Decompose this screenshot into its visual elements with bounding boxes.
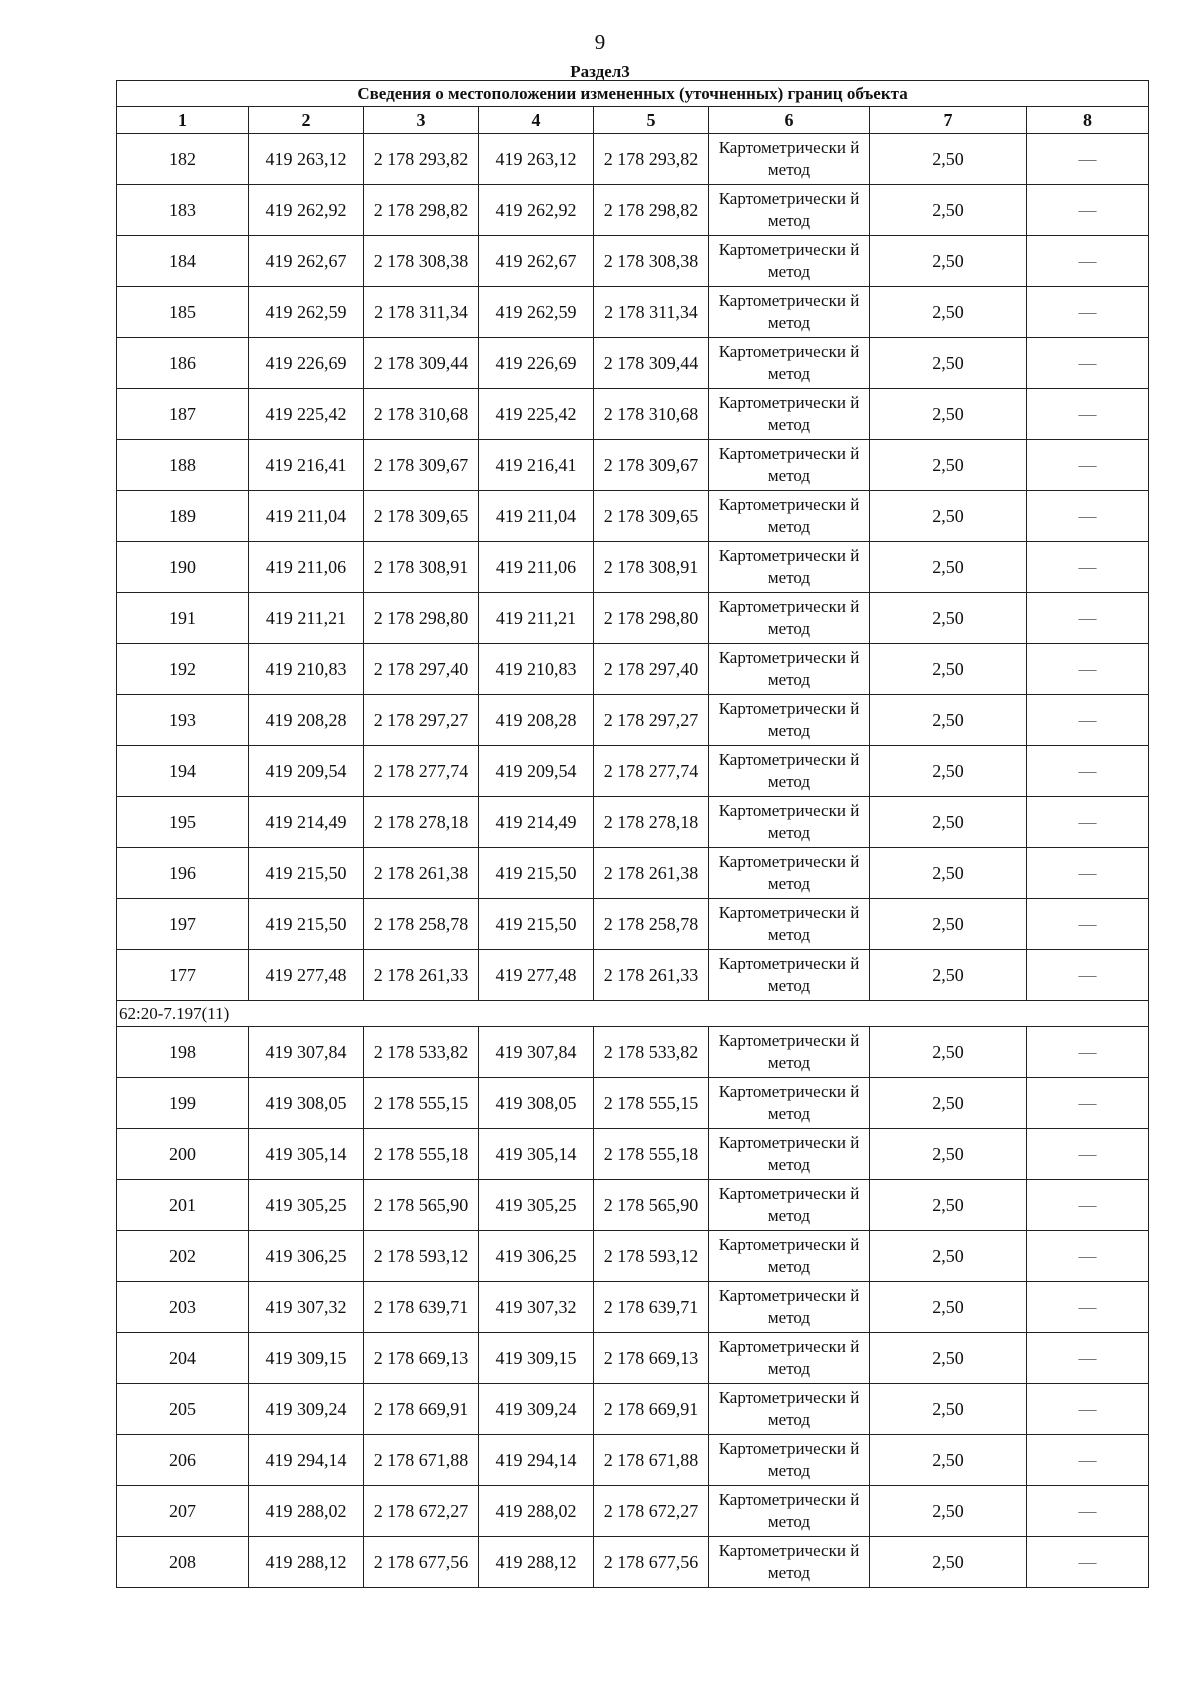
point-number-cell: 206 — [117, 1435, 249, 1486]
y-new-cell: 2 178 261,33 — [594, 950, 709, 1001]
point-number-cell: 186 — [117, 338, 249, 389]
table-row — [117, 1231, 1149, 1282]
description-cell: — — [1027, 1180, 1149, 1231]
point-number-cell: 196 — [117, 848, 249, 899]
x-existing-cell: 419 215,50 — [249, 848, 364, 899]
description-cell: — — [1027, 491, 1149, 542]
point-number-cell: 182 — [117, 134, 249, 185]
x-new-cell: 419 214,49 — [479, 797, 594, 848]
description-cell: — — [1027, 695, 1149, 746]
y-new-cell: 2 178 261,38 — [594, 848, 709, 899]
y-new-cell: 2 178 278,18 — [594, 797, 709, 848]
table-row — [117, 1180, 1149, 1231]
accuracy-cell: 2,50 — [870, 1027, 1027, 1078]
accuracy-cell: 2,50 — [870, 797, 1027, 848]
point-number-cell: 199 — [117, 1078, 249, 1129]
y-new-cell: 2 178 293,82 — [594, 134, 709, 185]
accuracy-cell: 2,50 — [870, 1129, 1027, 1180]
description-cell: — — [1027, 185, 1149, 236]
table-row — [117, 1486, 1149, 1537]
description-cell: — — [1027, 542, 1149, 593]
y-existing-cell: 2 178 277,74 — [364, 746, 479, 797]
x-existing-cell: 419 210,83 — [249, 644, 364, 695]
description-cell: — — [1027, 338, 1149, 389]
x-new-cell: 419 262,67 — [479, 236, 594, 287]
x-new-cell: 419 305,25 — [479, 1180, 594, 1231]
x-new-cell: 419 216,41 — [479, 440, 594, 491]
description-cell: — — [1027, 287, 1149, 338]
column-header: 5 — [594, 107, 709, 134]
group-label: 62:20-7.197(11) — [117, 1001, 1149, 1027]
accuracy-cell: 2,50 — [870, 950, 1027, 1001]
table-row — [117, 185, 1149, 236]
x-new-cell: 419 277,48 — [479, 950, 594, 1001]
x-new-cell: 419 211,04 — [479, 491, 594, 542]
y-new-cell: 2 178 309,67 — [594, 440, 709, 491]
x-existing-cell: 419 309,24 — [249, 1384, 364, 1435]
description-cell: — — [1027, 134, 1149, 185]
x-new-cell: 419 211,21 — [479, 593, 594, 644]
x-existing-cell: 419 305,25 — [249, 1180, 364, 1231]
point-number-cell: 184 — [117, 236, 249, 287]
x-existing-cell: 419 277,48 — [249, 950, 364, 1001]
y-existing-cell: 2 178 311,34 — [364, 287, 479, 338]
y-existing-cell: 2 178 672,27 — [364, 1486, 479, 1537]
accuracy-cell: 2,50 — [870, 287, 1027, 338]
accuracy-cell: 2,50 — [870, 1486, 1027, 1537]
accuracy-cell: 2,50 — [870, 542, 1027, 593]
y-existing-cell: 2 178 555,18 — [364, 1129, 479, 1180]
accuracy-cell: 2,50 — [870, 695, 1027, 746]
accuracy-cell: 2,50 — [870, 134, 1027, 185]
x-new-cell: 419 288,12 — [479, 1537, 594, 1588]
point-number-cell: 192 — [117, 644, 249, 695]
point-number-cell: 183 — [117, 185, 249, 236]
method-cell: Картометрически й метод — [709, 440, 870, 491]
y-new-cell: 2 178 309,65 — [594, 491, 709, 542]
table-row — [117, 134, 1149, 185]
method-cell: Картометрически й метод — [709, 1282, 870, 1333]
y-existing-cell: 2 178 533,82 — [364, 1027, 479, 1078]
x-new-cell: 419 263,12 — [479, 134, 594, 185]
table-row — [117, 1537, 1149, 1588]
boundary-coordinates-table — [116, 80, 1149, 1588]
description-cell: — — [1027, 644, 1149, 695]
x-existing-cell: 419 225,42 — [249, 389, 364, 440]
y-new-cell: 2 178 298,80 — [594, 593, 709, 644]
x-existing-cell: 419 209,54 — [249, 746, 364, 797]
x-new-cell: 419 307,32 — [479, 1282, 594, 1333]
y-new-cell: 2 178 298,82 — [594, 185, 709, 236]
x-existing-cell: 419 305,14 — [249, 1129, 364, 1180]
table-row — [117, 1129, 1149, 1180]
x-new-cell: 419 307,84 — [479, 1027, 594, 1078]
method-cell: Картометрически й метод — [709, 236, 870, 287]
x-existing-cell: 419 288,12 — [249, 1537, 364, 1588]
y-existing-cell: 2 178 555,15 — [364, 1078, 479, 1129]
y-new-cell: 2 178 277,74 — [594, 746, 709, 797]
point-number-cell: 177 — [117, 950, 249, 1001]
table-row — [117, 287, 1149, 338]
point-number-cell: 203 — [117, 1282, 249, 1333]
description-cell: — — [1027, 1129, 1149, 1180]
x-new-cell: 419 225,42 — [479, 389, 594, 440]
y-existing-cell: 2 178 297,40 — [364, 644, 479, 695]
column-number-row — [117, 107, 1149, 134]
method-cell: Картометрически й метод — [709, 542, 870, 593]
x-existing-cell: 419 262,67 — [249, 236, 364, 287]
y-existing-cell: 2 178 669,13 — [364, 1333, 479, 1384]
description-cell: — — [1027, 1333, 1149, 1384]
table-row — [117, 695, 1149, 746]
point-number-cell: 202 — [117, 1231, 249, 1282]
method-cell: Картометрически й метод — [709, 389, 870, 440]
group-label-row — [117, 1001, 1149, 1027]
y-existing-cell: 2 178 565,90 — [364, 1180, 479, 1231]
point-number-cell: 208 — [117, 1537, 249, 1588]
x-existing-cell: 419 211,06 — [249, 542, 364, 593]
y-existing-cell: 2 178 293,82 — [364, 134, 479, 185]
point-number-cell: 193 — [117, 695, 249, 746]
method-cell: Картометрически й метод — [709, 797, 870, 848]
y-new-cell: 2 178 297,27 — [594, 695, 709, 746]
point-number-cell: 187 — [117, 389, 249, 440]
column-header: 7 — [870, 107, 1027, 134]
method-cell: Картометрически й метод — [709, 950, 870, 1001]
x-existing-cell: 419 307,32 — [249, 1282, 364, 1333]
table-caption: Сведения о местоположении измененных (уточненных) границ объекта — [117, 81, 1149, 107]
table-row — [117, 1435, 1149, 1486]
y-existing-cell: 2 178 261,33 — [364, 950, 479, 1001]
y-new-cell: 2 178 555,15 — [594, 1078, 709, 1129]
description-cell: — — [1027, 440, 1149, 491]
accuracy-cell: 2,50 — [870, 1078, 1027, 1129]
x-existing-cell: 419 211,04 — [249, 491, 364, 542]
x-existing-cell: 419 226,69 — [249, 338, 364, 389]
x-existing-cell: 419 262,59 — [249, 287, 364, 338]
y-existing-cell: 2 178 669,91 — [364, 1384, 479, 1435]
x-existing-cell: 419 262,92 — [249, 185, 364, 236]
point-number-cell: 185 — [117, 287, 249, 338]
description-cell: — — [1027, 1486, 1149, 1537]
accuracy-cell: 2,50 — [870, 236, 1027, 287]
accuracy-cell: 2,50 — [870, 185, 1027, 236]
accuracy-cell: 2,50 — [870, 1333, 1027, 1384]
method-cell: Картометрически й метод — [709, 1537, 870, 1588]
point-number-cell: 205 — [117, 1384, 249, 1435]
description-cell: — — [1027, 389, 1149, 440]
x-existing-cell: 419 308,05 — [249, 1078, 364, 1129]
y-new-cell: 2 178 308,91 — [594, 542, 709, 593]
point-number-cell: 197 — [117, 899, 249, 950]
description-cell: — — [1027, 797, 1149, 848]
accuracy-cell: 2,50 — [870, 644, 1027, 695]
method-cell: Картометрически й метод — [709, 1333, 870, 1384]
column-header: 3 — [364, 107, 479, 134]
method-cell: Картометрически й метод — [709, 185, 870, 236]
table-row — [117, 1384, 1149, 1435]
table-row — [117, 236, 1149, 287]
x-new-cell: 419 215,50 — [479, 848, 594, 899]
y-new-cell: 2 178 593,12 — [594, 1231, 709, 1282]
x-new-cell: 419 309,15 — [479, 1333, 594, 1384]
method-cell: Картометрически й метод — [709, 134, 870, 185]
method-cell: Картометрически й метод — [709, 1435, 870, 1486]
x-new-cell: 419 262,92 — [479, 185, 594, 236]
accuracy-cell: 2,50 — [870, 746, 1027, 797]
table-row — [117, 491, 1149, 542]
y-existing-cell: 2 178 258,78 — [364, 899, 479, 950]
method-cell: Картометрически й метод — [709, 338, 870, 389]
description-cell: — — [1027, 1435, 1149, 1486]
x-existing-cell: 419 263,12 — [249, 134, 364, 185]
table-row — [117, 644, 1149, 695]
accuracy-cell: 2,50 — [870, 1384, 1027, 1435]
x-new-cell: 419 211,06 — [479, 542, 594, 593]
x-existing-cell: 419 309,15 — [249, 1333, 364, 1384]
description-cell: — — [1027, 236, 1149, 287]
x-new-cell: 419 294,14 — [479, 1435, 594, 1486]
accuracy-cell: 2,50 — [870, 491, 1027, 542]
table-row — [117, 1282, 1149, 1333]
accuracy-cell: 2,50 — [870, 440, 1027, 491]
y-new-cell: 2 178 258,78 — [594, 899, 709, 950]
x-existing-cell: 419 211,21 — [249, 593, 364, 644]
x-new-cell: 419 209,54 — [479, 746, 594, 797]
table-row — [117, 746, 1149, 797]
method-cell: Картометрически й метод — [709, 1180, 870, 1231]
column-header: 8 — [1027, 107, 1149, 134]
accuracy-cell: 2,50 — [870, 389, 1027, 440]
method-cell: Картометрически й метод — [709, 491, 870, 542]
column-header: 4 — [479, 107, 594, 134]
x-existing-cell: 419 216,41 — [249, 440, 364, 491]
column-header: 6 — [709, 107, 870, 134]
method-cell: Картометрически й метод — [709, 644, 870, 695]
x-new-cell: 419 215,50 — [479, 899, 594, 950]
accuracy-cell: 2,50 — [870, 1435, 1027, 1486]
y-new-cell: 2 178 671,88 — [594, 1435, 709, 1486]
x-existing-cell: 419 288,02 — [249, 1486, 364, 1537]
point-number-cell: 200 — [117, 1129, 249, 1180]
method-cell: Картометрически й метод — [709, 1078, 870, 1129]
method-cell: Картометрически й метод — [709, 899, 870, 950]
y-existing-cell: 2 178 309,67 — [364, 440, 479, 491]
method-cell: Картометрически й метод — [709, 1486, 870, 1537]
point-number-cell: 189 — [117, 491, 249, 542]
y-new-cell: 2 178 311,34 — [594, 287, 709, 338]
point-number-cell: 201 — [117, 1180, 249, 1231]
description-cell: — — [1027, 848, 1149, 899]
x-new-cell: 419 309,24 — [479, 1384, 594, 1435]
accuracy-cell: 2,50 — [870, 338, 1027, 389]
method-cell: Картометрически й метод — [709, 593, 870, 644]
description-cell: — — [1027, 1078, 1149, 1129]
accuracy-cell: 2,50 — [870, 1537, 1027, 1588]
y-existing-cell: 2 178 308,38 — [364, 236, 479, 287]
table-body — [117, 134, 1149, 1588]
point-number-cell: 191 — [117, 593, 249, 644]
method-cell: Картометрически й метод — [709, 1384, 870, 1435]
table-row — [117, 440, 1149, 491]
y-existing-cell: 2 178 310,68 — [364, 389, 479, 440]
description-cell: — — [1027, 1231, 1149, 1282]
method-cell: Картометрически й метод — [709, 1027, 870, 1078]
table-row — [117, 1333, 1149, 1384]
column-header: 2 — [249, 107, 364, 134]
table-row — [117, 950, 1149, 1001]
method-cell: Картометрически й метод — [709, 287, 870, 338]
y-new-cell: 2 178 555,18 — [594, 1129, 709, 1180]
x-new-cell: 419 210,83 — [479, 644, 594, 695]
description-cell: — — [1027, 593, 1149, 644]
description-cell: — — [1027, 899, 1149, 950]
y-new-cell: 2 178 309,44 — [594, 338, 709, 389]
y-new-cell: 2 178 639,71 — [594, 1282, 709, 1333]
x-new-cell: 419 306,25 — [479, 1231, 594, 1282]
y-new-cell: 2 178 669,91 — [594, 1384, 709, 1435]
table-row — [117, 389, 1149, 440]
description-cell: — — [1027, 1384, 1149, 1435]
point-number-cell: 204 — [117, 1333, 249, 1384]
method-cell: Картометрически й метод — [709, 1231, 870, 1282]
y-new-cell: 2 178 669,13 — [594, 1333, 709, 1384]
accuracy-cell: 2,50 — [870, 1282, 1027, 1333]
y-existing-cell: 2 178 309,65 — [364, 491, 479, 542]
accuracy-cell: 2,50 — [870, 848, 1027, 899]
x-new-cell: 419 208,28 — [479, 695, 594, 746]
description-cell: — — [1027, 1282, 1149, 1333]
y-new-cell: 2 178 308,38 — [594, 236, 709, 287]
accuracy-cell: 2,50 — [870, 899, 1027, 950]
x-existing-cell: 419 208,28 — [249, 695, 364, 746]
y-existing-cell: 2 178 278,18 — [364, 797, 479, 848]
y-existing-cell: 2 178 677,56 — [364, 1537, 479, 1588]
x-existing-cell: 419 306,25 — [249, 1231, 364, 1282]
table-row — [117, 797, 1149, 848]
y-existing-cell: 2 178 298,82 — [364, 185, 479, 236]
description-cell: — — [1027, 746, 1149, 797]
accuracy-cell: 2,50 — [870, 1231, 1027, 1282]
method-cell: Картометрически й метод — [709, 695, 870, 746]
table-row — [117, 899, 1149, 950]
table-row — [117, 542, 1149, 593]
y-new-cell: 2 178 297,40 — [594, 644, 709, 695]
description-cell: — — [1027, 1027, 1149, 1078]
x-new-cell: 419 262,59 — [479, 287, 594, 338]
description-cell: — — [1027, 950, 1149, 1001]
accuracy-cell: 2,50 — [870, 593, 1027, 644]
x-new-cell: 419 308,05 — [479, 1078, 594, 1129]
method-cell: Картометрически й метод — [709, 848, 870, 899]
point-number-cell: 198 — [117, 1027, 249, 1078]
x-new-cell: 419 226,69 — [479, 338, 594, 389]
x-new-cell: 419 305,14 — [479, 1129, 594, 1180]
y-existing-cell: 2 178 297,27 — [364, 695, 479, 746]
y-new-cell: 2 178 672,27 — [594, 1486, 709, 1537]
page-number: 9 — [594, 30, 606, 54]
point-number-cell: 194 — [117, 746, 249, 797]
section-title: Раздел3 — [570, 62, 630, 81]
y-existing-cell: 2 178 261,38 — [364, 848, 479, 899]
y-new-cell: 2 178 677,56 — [594, 1537, 709, 1588]
method-cell: Картометрически й метод — [709, 1129, 870, 1180]
table-row — [117, 338, 1149, 389]
method-cell: Картометрически й метод — [709, 746, 870, 797]
y-existing-cell: 2 178 298,80 — [364, 593, 479, 644]
point-number-cell: 207 — [117, 1486, 249, 1537]
point-number-cell: 195 — [117, 797, 249, 848]
point-number-cell: 188 — [117, 440, 249, 491]
x-new-cell: 419 288,02 — [479, 1486, 594, 1537]
table-row — [117, 1027, 1149, 1078]
y-existing-cell: 2 178 671,88 — [364, 1435, 479, 1486]
table-row — [117, 848, 1149, 899]
y-new-cell: 2 178 533,82 — [594, 1027, 709, 1078]
x-existing-cell: 419 307,84 — [249, 1027, 364, 1078]
y-existing-cell: 2 178 593,12 — [364, 1231, 479, 1282]
y-new-cell: 2 178 565,90 — [594, 1180, 709, 1231]
x-existing-cell: 419 294,14 — [249, 1435, 364, 1486]
y-existing-cell: 2 178 309,44 — [364, 338, 479, 389]
y-existing-cell: 2 178 308,91 — [364, 542, 479, 593]
point-number-cell: 190 — [117, 542, 249, 593]
description-cell: — — [1027, 1537, 1149, 1588]
table-row — [117, 1078, 1149, 1129]
y-existing-cell: 2 178 639,71 — [364, 1282, 479, 1333]
x-existing-cell: 419 214,49 — [249, 797, 364, 848]
x-existing-cell: 419 215,50 — [249, 899, 364, 950]
accuracy-cell: 2,50 — [870, 1180, 1027, 1231]
column-header: 1 — [117, 107, 249, 134]
table-row — [117, 593, 1149, 644]
y-new-cell: 2 178 310,68 — [594, 389, 709, 440]
